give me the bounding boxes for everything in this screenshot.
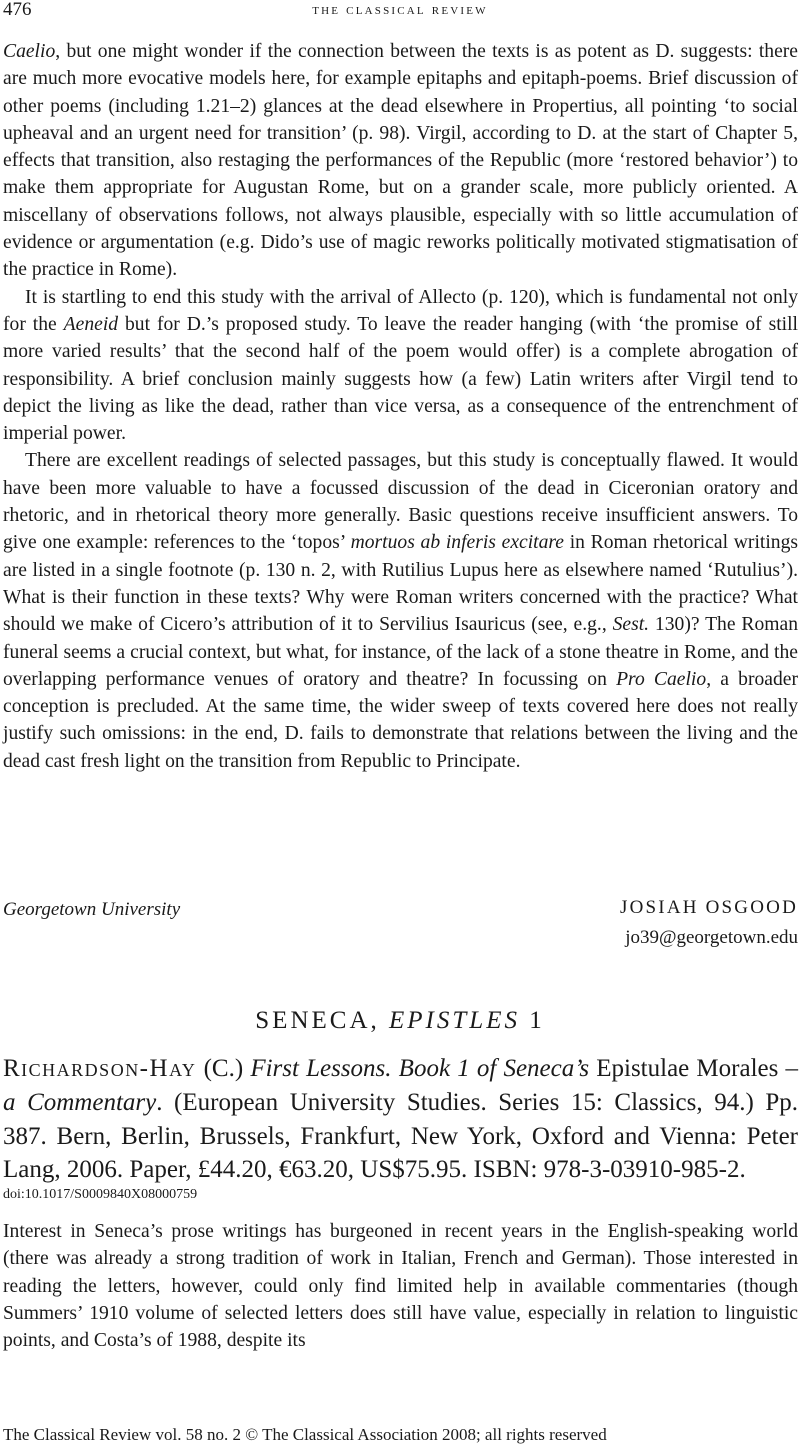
text-italic: Aeneid [63,313,119,335]
reviewer-name: JOSIAH OSGOOD [620,897,798,918]
text-italic: Caelio [3,41,56,62]
page-footer: The Classical Review vol. 58 no. 2 © The Classical Association 2008; all rights reserved [3,1425,607,1444]
citation-title-roman: Epistulae Morales [596,1055,779,1082]
text-run: 130)? The Roman funeral seems a crucial context, but what, for instance, of the lack of a stone theatre in Rome, and the overlapping performance venues of oratory and theatre? In focussing on [3,614,798,690]
book-citation [3,1052,798,1187]
text-italic: Pro Caelio [616,668,707,690]
paragraph-1: Interest in Seneca’s prose writings has burgeoned in recent years in the English-speaking world (there was already a strong tradition of work in Italian, French and German). Those interested in reading the letters, however, could only find limited help in available commentaries (though Summers’ 1910 volume of selected letters does still have value, especially in relation to linguistic points, and Costa’s of 1988, despite its [3,1221,798,1352]
review-body [3,38,798,775]
section-title-italic: EPISTLES [389,1007,520,1034]
text-italic: Sest. [612,614,650,636]
section-title [0,1007,800,1035]
citation-title-b: – a Commentary [3,1055,798,1116]
section-title-part: 1 [519,1007,545,1034]
citation-details: . (European University Studies. Series 15: Classics, 94.) Pp. 387. Bern, Berlin, Brussels, Frankfurt, New York, Oxford and Vienna: Peter Lang, 2006. Paper, £44.20, €63.20, US$75.95. ISBN: 978-3-03910-985-2. [3,1088,798,1184]
paragraph-2 [3,284,798,448]
paragraph-3 [3,447,798,775]
page-number: 476 [3,0,32,20]
text-run: It is startling to end this study with the arrival of Allecto (p. 120), which is fundamental not only for the [3,286,798,335]
text-italic: mortuos ab inferis excitare [350,532,564,554]
citation-title-a: First Lessons. Book 1 of Seneca’s [250,1055,597,1082]
reviewer-email[interactable]: jo39@georgetown.edu [625,927,798,948]
text-run: , a broader conception is precluded. At the same time, the wider sweep of texts covered here does not really justify such omissions: in the end, D. fails to demonstrate that relations between the living and the dead cast fresh light on the transition from Republic to Principate. [3,668,798,772]
text-run: There are excellent readings of selected passages, but this study is conceptually flawed. It would have been more valuable to have a focussed discussion of the dead in Ciceronian oratory and rhetoric, and in rhetorical theory more generally. Basic questions receive insufficient answers. To give one example: references to the ‘topos’ [3,450,798,554]
text-run: , but one might wonder if the connection between the texts is as potent as D. suggests: there are much more evocative models here, for example epitaphs and epitaph-poems. Brief discussion of other poems (including 1.21–2) glances at the dead elsewhere in Propertius, all pointing ‘to social upheaval and an urgent need for transition’ (p. 98). Virgil, according to D. at the start of Chapter 5, effects that transition, also restaging the performances of the Republic (more ‘restored behavior’) to make them appropriate for Augustan Rome, but on a grander scale, more publicly oriented. A miscellany of observations follows, not always plausible, especially with so little accumulation of evidence or argumentation (e.g. Dido’s use of magic reworks politically motivated stigmatisation of the practice in Rome). [3,41,798,281]
reviewer-affiliation: Georgetown University [3,899,181,920]
text-run: in Roman rhetorical writings are listed in a single footnote (p. 130 n. 2, with Rutilius Lupus here as elsewhere named ‘Rutulius’). What is their function in these texts? Why were Roman writers concerned with the practice? What should we make of Cicero’s attribution of it to Servilius Isauricus (see, e.g., [3,532,798,636]
running-title: the classical review [312,2,488,18]
doi[interactable]: doi:10.1017/S0009840X08000759 [3,1187,198,1202]
citation-initial: (C.) [196,1055,251,1082]
text-run: but for D.’s proposed study. To leave the reader hanging (with ‘the promise of still more varied results’ that the second half of the poem would offer) is a complete abrogation of responsibility. A brief conclusion mainly suggests how (a few) Latin writers after Virgil tend to depict the living as like the dead, rather than vice versa, as a consequence of the entrenchment of imperial power. [3,313,798,445]
page-header [0,0,800,24]
section-title-part: SENECA, [255,1007,390,1034]
citation-author: Richardson-Hay [3,1055,197,1082]
seneca-review-body [3,1218,798,1354]
paragraph-1 [3,38,798,284]
